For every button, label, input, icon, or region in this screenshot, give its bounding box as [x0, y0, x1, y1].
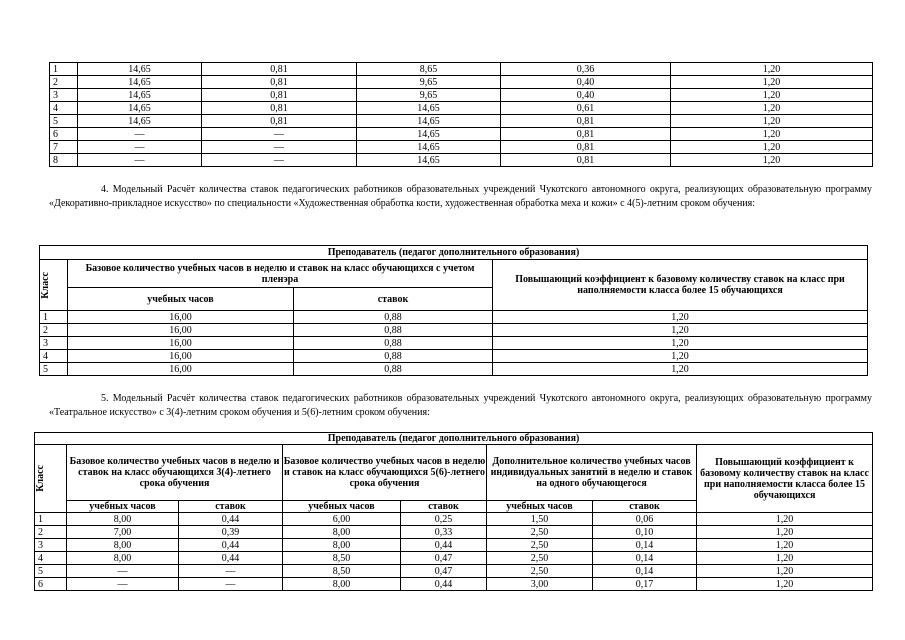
table-cell: 0,81	[202, 115, 357, 128]
table-cell: —	[202, 128, 357, 141]
table-cell: 0,81	[202, 76, 357, 89]
table-cell: 0,06	[593, 513, 697, 526]
table-cell: 16,00	[68, 324, 294, 337]
table-cell: 0,36	[501, 63, 671, 76]
table-3-title: Преподаватель (педагог дополнительного образования)	[35, 433, 873, 445]
table-cell: 0,10	[593, 526, 697, 539]
table-cell: 6,00	[283, 513, 401, 526]
table-2	[39, 245, 868, 376]
table-cell: —	[202, 141, 357, 154]
table-cell: 8,00	[283, 539, 401, 552]
table-2-class-header	[40, 260, 68, 311]
table-cell: 0,14	[593, 565, 697, 578]
table-3-sub-hours-extra: учебных часов	[487, 501, 593, 513]
table-cell: 8	[50, 154, 78, 167]
table-cell: 1	[35, 513, 67, 526]
table-cell: 0,81	[202, 102, 357, 115]
paragraph-4-text: 4. Модельный Расчёт количества ставок педагогических работников образовательных учреждений Чукотского автономного округа, реализующих образовательную программу «Декоративно-прикладное искусство» по специальности «Художественная обработка кости, художественная обработка меха и кожи» с 4(5)-летним сроком обучения:	[49, 184, 872, 209]
table-cell: 1,20	[493, 324, 868, 337]
table-cell: 0,81	[501, 154, 671, 167]
table-cell: 1,20	[697, 578, 873, 591]
table-cell: 2,50	[487, 526, 593, 539]
table-cell: 8,50	[283, 565, 401, 578]
table-cell: 14,65	[78, 102, 202, 115]
table-cell: 0,88	[294, 337, 493, 350]
table-cell: 1,20	[493, 363, 868, 376]
table-cell: 1,20	[671, 102, 873, 115]
table-cell: 0,14	[593, 552, 697, 565]
table-cell: 8,65	[357, 63, 501, 76]
table-cell: 2,50	[487, 539, 593, 552]
table-cell: 4	[35, 552, 67, 565]
table-cell: 1,20	[697, 539, 873, 552]
paragraph-4	[49, 183, 872, 211]
table-cell: 0,47	[401, 552, 487, 565]
table-3-sub-hours-56: учебных часов	[283, 501, 401, 513]
table-3-sub-hours-34: учебных часов	[67, 501, 179, 513]
table-cell: 3,00	[487, 578, 593, 591]
table-cell: —	[78, 128, 202, 141]
table-3-sub-rates-extra: ставок	[593, 501, 697, 513]
table-cell: 3	[40, 337, 68, 350]
table-cell: 2,50	[487, 552, 593, 565]
table-row	[50, 76, 873, 89]
table-cell: 8,00	[67, 539, 179, 552]
table-cell: 1,20	[697, 565, 873, 578]
table-cell: 8,00	[67, 552, 179, 565]
table-cell: 0,88	[294, 311, 493, 324]
table-cell: 1,20	[697, 513, 873, 526]
table-row	[35, 513, 873, 526]
table-cell: 0,81	[501, 115, 671, 128]
table-row	[40, 337, 868, 350]
table-cell: 0,81	[501, 128, 671, 141]
table-cell: 16,00	[68, 350, 294, 363]
table-cell: —	[67, 565, 179, 578]
table-cell: 7	[50, 141, 78, 154]
table-3-class-label: Класс	[35, 465, 46, 492]
table-cell: —	[78, 154, 202, 167]
table-cell: —	[78, 141, 202, 154]
table-cell: 3	[50, 89, 78, 102]
table-row	[50, 154, 873, 167]
table-row	[40, 324, 868, 337]
table-cell: 5	[50, 115, 78, 128]
table-row	[35, 526, 873, 539]
table-cell: 14,65	[78, 89, 202, 102]
table-cell: 14,65	[357, 154, 501, 167]
table-2-coef-header: Повышающий коэффициент к базовому количеству ставок на класс при наполняемости класса более 15 обучающихся	[493, 260, 868, 311]
table-cell: 2	[35, 526, 67, 539]
table-cell: 14,65	[357, 141, 501, 154]
table-cell: 16,00	[68, 311, 294, 324]
table-2-sub-hours: учебных часов	[68, 288, 294, 311]
table-cell: 0,44	[179, 539, 283, 552]
table-cell: 1,20	[671, 154, 873, 167]
table-cell: 8,00	[67, 513, 179, 526]
table-row	[35, 552, 873, 565]
table-3-class-header	[35, 445, 67, 513]
table-cell: 0,17	[593, 578, 697, 591]
table-cell: 5	[40, 363, 68, 376]
table-3-extra-header: Дополнительное количество учебных часов индивидуальных занятий в неделю и ставок на одного обучающегося	[487, 445, 697, 501]
table-cell: 1,20	[671, 76, 873, 89]
table-2-base-header: Базовое количество учебных часов в неделю и ставок на класс обучающихся с учетом пленэра	[68, 260, 493, 288]
table-cell: 0,61	[501, 102, 671, 115]
paragraph-5	[49, 392, 872, 420]
table-cell: 1,20	[697, 552, 873, 565]
table-row	[35, 565, 873, 578]
table-1	[49, 62, 873, 167]
table-cell: —	[67, 578, 179, 591]
table-3-base56-header: Базовое количество учебных часов в неделю и ставок на класс обучающихся 5(6)-летнего срока обучения	[283, 445, 487, 501]
table-cell: 14,65	[78, 63, 202, 76]
table-cell: —	[179, 578, 283, 591]
table-cell: 1	[50, 63, 78, 76]
table-cell: 0,88	[294, 324, 493, 337]
table-cell: 8,50	[283, 552, 401, 565]
table-cell: 5	[35, 565, 67, 578]
table-3-sub-rates-34: ставок	[179, 501, 283, 513]
table-cell: 16,00	[68, 337, 294, 350]
table-cell: 0,88	[294, 363, 493, 376]
table-3-sub-rates-56: ставок	[401, 501, 487, 513]
table-cell: —	[179, 565, 283, 578]
table-cell: 1,20	[697, 526, 873, 539]
table-cell: 7,00	[67, 526, 179, 539]
table-cell: 4	[50, 102, 78, 115]
table-cell: 1	[40, 311, 68, 324]
table-cell: 2	[40, 324, 68, 337]
table-cell: 14,65	[78, 76, 202, 89]
table-cell: 0,81	[501, 141, 671, 154]
table-cell: 0,39	[179, 526, 283, 539]
table-cell: 9,65	[357, 89, 501, 102]
table-cell: 6	[50, 128, 78, 141]
table-cell: 8,00	[283, 526, 401, 539]
table-cell: 0,33	[401, 526, 487, 539]
table-cell: 14,65	[357, 102, 501, 115]
table-row	[40, 311, 868, 324]
table-cell: 14,65	[78, 115, 202, 128]
table-cell: 0,88	[294, 350, 493, 363]
table-row	[35, 539, 873, 552]
table-cell: 4	[40, 350, 68, 363]
table-cell: 0,44	[401, 539, 487, 552]
paragraph-5-text: 5. Модельный Расчёт количества ставок педагогических работников образовательных учреждений Чукотского автономного округа, реализующих образовательную программу «Театральное искусство» с 3(4)-летним сроком обучения и 5(6)-летним сроком обучения:	[49, 393, 872, 418]
table-row	[50, 63, 873, 76]
table-row	[50, 115, 873, 128]
table-cell: 3	[35, 539, 67, 552]
table-row	[40, 350, 868, 363]
table-2-title: Преподаватель (педагог дополнительного образования)	[40, 246, 868, 260]
table-cell: 9,65	[357, 76, 501, 89]
table-row	[50, 141, 873, 154]
table-cell: 0,47	[401, 565, 487, 578]
table-row	[35, 578, 873, 591]
table-cell: 14,65	[357, 128, 501, 141]
table-cell: 0,81	[202, 63, 357, 76]
table-row	[50, 89, 873, 102]
table-cell: 1,50	[487, 513, 593, 526]
table-3	[34, 432, 873, 591]
table-cell: 1,20	[671, 63, 873, 76]
table-cell: 1,20	[493, 311, 868, 324]
table-cell: 1,20	[671, 89, 873, 102]
table-cell: 14,65	[357, 115, 501, 128]
table-3-base34-header: Базовое количество учебных часов в неделю и ставок на класс обучающихся 3(4)-летнего срока обучения	[67, 445, 283, 501]
table-cell: 6	[35, 578, 67, 591]
table-cell: 1,20	[671, 141, 873, 154]
table-cell: 0,40	[501, 76, 671, 89]
table-cell: 8,00	[283, 578, 401, 591]
table-row	[50, 102, 873, 115]
table-cell: 1,20	[493, 350, 868, 363]
table-cell: 0,81	[202, 89, 357, 102]
table-row	[50, 128, 873, 141]
table-cell: 0,44	[179, 513, 283, 526]
table-cell: 0,44	[179, 552, 283, 565]
table-cell: 2,50	[487, 565, 593, 578]
table-cell: 1,20	[493, 337, 868, 350]
table-cell: 0,25	[401, 513, 487, 526]
table-cell: 2	[50, 76, 78, 89]
table-row	[40, 363, 868, 376]
table-cell: 0,40	[501, 89, 671, 102]
table-3-coef-header: Повышающий коэффициент к базовому количеству ставок на класс при наполняемости класса более 15 обучающихся	[697, 445, 873, 513]
table-cell: 16,00	[68, 363, 294, 376]
table-cell: 0,44	[401, 578, 487, 591]
table-cell: —	[202, 154, 357, 167]
table-cell: 1,20	[671, 115, 873, 128]
table-cell: 1,20	[671, 128, 873, 141]
table-cell: 0,14	[593, 539, 697, 552]
table-2-class-label: Класс	[40, 271, 51, 299]
table-2-sub-rates: ставок	[294, 288, 493, 311]
